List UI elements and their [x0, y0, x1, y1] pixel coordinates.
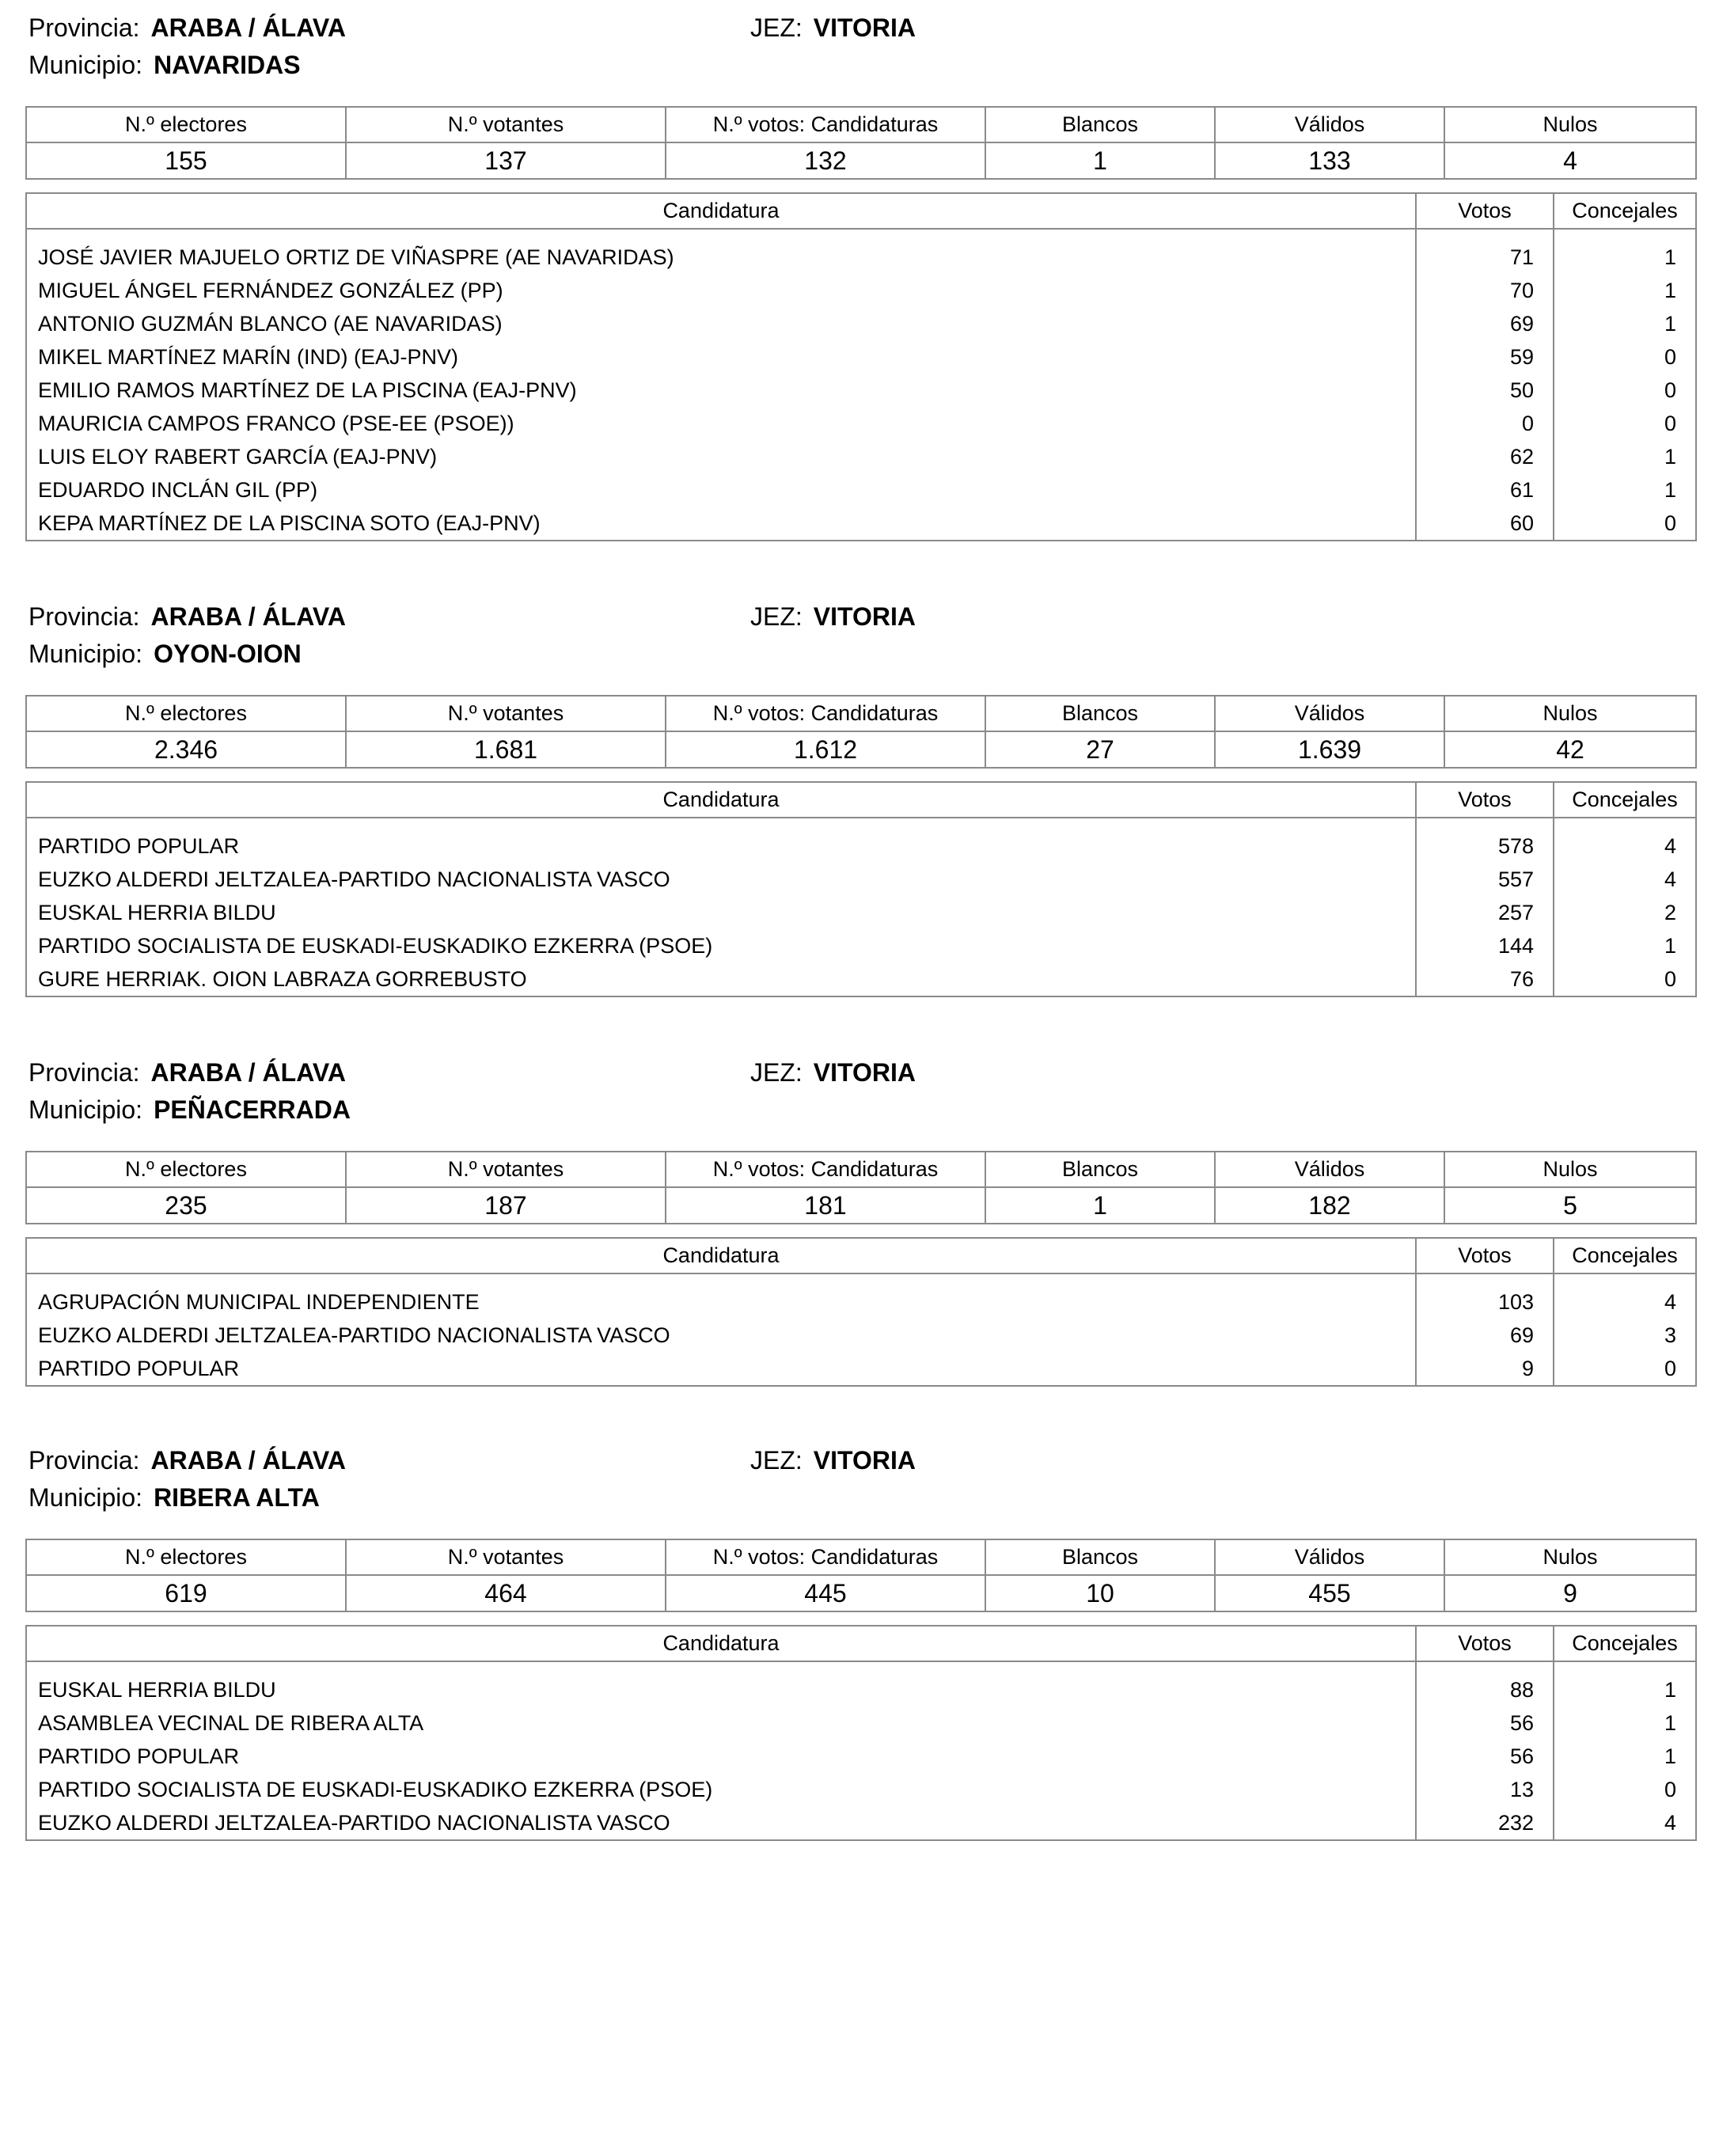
- electores-header: N.º electores: [26, 696, 346, 731]
- stats-value-row: [26, 731, 1696, 768]
- municipio-value: OYON-OION: [154, 640, 302, 668]
- municipio-line: [28, 639, 302, 669]
- stats-header-row: [26, 1152, 1696, 1187]
- votos-header: Votos: [1416, 1238, 1554, 1273]
- candidate-row: [26, 863, 1696, 896]
- candidate-name: PARTIDO POPULAR: [26, 1740, 1416, 1773]
- municipality-section: [25, 0, 1695, 541]
- provincia-line: [28, 602, 346, 632]
- votantes-value: 464: [346, 1575, 666, 1611]
- candidate-row: [26, 229, 1696, 274]
- candidate-name: KEPA MARTÍNEZ DE LA PISCINA SOTO (EAJ-PNV): [26, 507, 1416, 541]
- municipio-value: NAVARIDAS: [154, 51, 301, 79]
- stats-value-row: [26, 1187, 1696, 1224]
- candidate-votes: 69: [1416, 1319, 1554, 1352]
- jez-value: VITORIA: [813, 1446, 916, 1475]
- candidate-councillors: 0: [1554, 1352, 1696, 1386]
- validos-header: Válidos: [1215, 1152, 1444, 1187]
- municipality-section: [25, 589, 1695, 997]
- candidate-row: [26, 440, 1696, 473]
- candidate-votes: 61: [1416, 473, 1554, 507]
- jez-value: VITORIA: [813, 13, 916, 42]
- candidate-row: [26, 1661, 1696, 1706]
- candidate-councillors: 1: [1554, 440, 1696, 473]
- provincia-label: Provincia:: [28, 13, 140, 42]
- municipio-label: Municipio:: [28, 51, 143, 79]
- candidate-votes: 144: [1416, 929, 1554, 962]
- votos-candidaturas-header: N.º votos: Candidaturas: [666, 107, 985, 142]
- candidate-votes: 578: [1416, 818, 1554, 863]
- candidate-name: PARTIDO SOCIALISTA DE EUSKADI-EUSKADIKO EZKERRA (PSOE): [26, 929, 1416, 962]
- candidatura-header: Candidatura: [26, 193, 1416, 229]
- electores-value: 2.346: [26, 731, 346, 768]
- candidate-councillors: 1: [1554, 1661, 1696, 1706]
- candidate-name: EMILIO RAMOS MARTÍNEZ DE LA PISCINA (EAJ-PNV): [26, 374, 1416, 407]
- votos-candidaturas-header: N.º votos: Candidaturas: [666, 1152, 985, 1187]
- candidate-row: [26, 1706, 1696, 1740]
- stats-table: [25, 695, 1697, 769]
- candidate-name: GURE HERRIAK. OION LABRAZA GORREBUSTO: [26, 962, 1416, 996]
- candidate-row: [26, 307, 1696, 340]
- candidate-row: [26, 274, 1696, 307]
- candidates-table: [25, 192, 1697, 541]
- electores-value: 235: [26, 1187, 346, 1224]
- candidate-votes: 103: [1416, 1273, 1554, 1319]
- blancos-header: Blancos: [985, 1152, 1215, 1187]
- votos-candidaturas-value: 132: [666, 142, 985, 179]
- stats-table: [25, 106, 1697, 180]
- candidate-councillors: 3: [1554, 1319, 1696, 1352]
- validos-value: 133: [1215, 142, 1444, 179]
- candidate-row: [26, 818, 1696, 863]
- municipio-value: RIBERA ALTA: [154, 1483, 320, 1512]
- candidate-councillors: 0: [1554, 1773, 1696, 1806]
- candidate-votes: 76: [1416, 962, 1554, 996]
- candidate-row: [26, 896, 1696, 929]
- votos-candidaturas-header: N.º votos: Candidaturas: [666, 696, 985, 731]
- jez-value: VITORIA: [813, 1058, 916, 1087]
- provincia-value: ARABA / ÁLAVA: [150, 13, 346, 42]
- jez-label: JEZ:: [750, 1446, 803, 1475]
- validos-value: 1.639: [1215, 731, 1444, 768]
- candidate-row: [26, 1740, 1696, 1773]
- blancos-header: Blancos: [985, 696, 1215, 731]
- votantes-header: N.º votantes: [346, 696, 666, 731]
- candidates-header-row: [26, 1626, 1696, 1661]
- votantes-header: N.º votantes: [346, 1152, 666, 1187]
- candidate-name: EUZKO ALDERDI JELTZALEA-PARTIDO NACIONALISTA VASCO: [26, 1319, 1416, 1352]
- candidate-councillors: 4: [1554, 863, 1696, 896]
- votantes-value: 187: [346, 1187, 666, 1224]
- municipio-label: Municipio:: [28, 1095, 143, 1124]
- validos-header: Válidos: [1215, 1539, 1444, 1575]
- candidate-name: AGRUPACIÓN MUNICIPAL INDEPENDIENTE: [26, 1273, 1416, 1319]
- candidate-name: MIKEL MARTÍNEZ MARÍN (IND) (EAJ-PNV): [26, 340, 1416, 374]
- candidatura-header: Candidatura: [26, 782, 1416, 818]
- jez-value: VITORIA: [813, 602, 916, 631]
- candidate-name: PARTIDO SOCIALISTA DE EUSKADI-EUSKADIKO EZKERRA (PSOE): [26, 1773, 1416, 1806]
- nulos-header: Nulos: [1444, 1152, 1696, 1187]
- votos-header: Votos: [1416, 193, 1554, 229]
- votos-header: Votos: [1416, 782, 1554, 818]
- candidates-table: [25, 1625, 1697, 1841]
- blancos-value: 10: [985, 1575, 1215, 1611]
- blancos-header: Blancos: [985, 107, 1215, 142]
- candidatura-header: Candidatura: [26, 1238, 1416, 1273]
- candidate-name: EUSKAL HERRIA BILDU: [26, 1661, 1416, 1706]
- provincia-label: Provincia:: [28, 602, 140, 631]
- provincia-value: ARABA / ÁLAVA: [150, 1058, 346, 1087]
- candidate-votes: 50: [1416, 374, 1554, 407]
- blancos-value: 1: [985, 142, 1215, 179]
- candidate-votes: 60: [1416, 507, 1554, 541]
- nulos-header: Nulos: [1444, 107, 1696, 142]
- candidate-row: [26, 507, 1696, 541]
- concejales-header: Concejales: [1554, 782, 1696, 818]
- stats-header-row: [26, 1539, 1696, 1575]
- candidate-councillors: 4: [1554, 1806, 1696, 1840]
- candidate-row: [26, 962, 1696, 996]
- votantes-value: 1.681: [346, 731, 666, 768]
- electores-value: 619: [26, 1575, 346, 1611]
- candidate-row: [26, 407, 1696, 440]
- section-header: [25, 589, 1695, 676]
- jez-line: [750, 602, 916, 632]
- candidate-councillors: 2: [1554, 896, 1696, 929]
- provincia-line: [28, 1057, 346, 1087]
- candidate-votes: 71: [1416, 229, 1554, 274]
- section-header: [25, 1045, 1695, 1132]
- concejales-header: Concejales: [1554, 1626, 1696, 1661]
- provincia-line: [28, 13, 346, 43]
- candidate-votes: 9: [1416, 1352, 1554, 1386]
- provincia-label: Provincia:: [28, 1446, 140, 1475]
- municipio-line: [28, 1482, 320, 1513]
- blancos-value: 27: [985, 731, 1215, 768]
- votos-header: Votos: [1416, 1626, 1554, 1661]
- candidate-row: [26, 374, 1696, 407]
- stats-value-row: [26, 1575, 1696, 1611]
- candidate-votes: 56: [1416, 1740, 1554, 1773]
- candidate-councillors: 1: [1554, 307, 1696, 340]
- stats-table: [25, 1151, 1697, 1224]
- jez-line: [750, 1445, 916, 1475]
- votos-candidaturas-value: 1.612: [666, 731, 985, 768]
- municipality-section: [25, 1433, 1695, 1841]
- votantes-header: N.º votantes: [346, 1539, 666, 1575]
- electores-header: N.º electores: [26, 107, 346, 142]
- candidate-name: JOSÉ JAVIER MAJUELO ORTIZ DE VIÑASPRE (AE NAVARIDAS): [26, 229, 1416, 274]
- jez-line: [750, 13, 916, 43]
- candidate-name: EDUARDO INCLÁN GIL (PP): [26, 473, 1416, 507]
- candidate-votes: 56: [1416, 1706, 1554, 1740]
- stats-header-row: [26, 696, 1696, 731]
- candidate-councillors: 0: [1554, 340, 1696, 374]
- candidate-councillors: 4: [1554, 818, 1696, 863]
- concejales-header: Concejales: [1554, 193, 1696, 229]
- nulos-header: Nulos: [1444, 696, 1696, 731]
- candidate-name: MAURICIA CAMPOS FRANCO (PSE-EE (PSOE)): [26, 407, 1416, 440]
- candidate-name: EUZKO ALDERDI JELTZALEA-PARTIDO NACIONALISTA VASCO: [26, 1806, 1416, 1840]
- candidate-row: [26, 1273, 1696, 1319]
- jez-label: JEZ:: [750, 602, 803, 631]
- candidate-councillors: 4: [1554, 1273, 1696, 1319]
- validos-value: 455: [1215, 1575, 1444, 1611]
- candidate-row: [26, 1806, 1696, 1840]
- municipio-label: Municipio:: [28, 1483, 143, 1512]
- provincia-label: Provincia:: [28, 1058, 140, 1087]
- candidate-councillors: 0: [1554, 407, 1696, 440]
- jez-label: JEZ:: [750, 1058, 803, 1087]
- nulos-value: 4: [1444, 142, 1696, 179]
- candidate-name: ANTONIO GUZMÁN BLANCO (AE NAVARIDAS): [26, 307, 1416, 340]
- concejales-header: Concejales: [1554, 1238, 1696, 1273]
- votos-candidaturas-value: 445: [666, 1575, 985, 1611]
- candidate-row: [26, 1352, 1696, 1386]
- candidate-councillors: 1: [1554, 929, 1696, 962]
- votos-candidaturas-header: N.º votos: Candidaturas: [666, 1539, 985, 1575]
- blancos-value: 1: [985, 1187, 1215, 1224]
- votantes-header: N.º votantes: [346, 107, 666, 142]
- stats-table: [25, 1539, 1697, 1612]
- stats-header-row: [26, 107, 1696, 142]
- municipality-section: [25, 1045, 1695, 1387]
- candidate-votes: 59: [1416, 340, 1554, 374]
- candidate-row: [26, 473, 1696, 507]
- candidate-name: MIGUEL ÁNGEL FERNÁNDEZ GONZÁLEZ (PP): [26, 274, 1416, 307]
- municipio-value: PEÑACERRADA: [154, 1095, 351, 1124]
- electores-header: N.º electores: [26, 1152, 346, 1187]
- nulos-header: Nulos: [1444, 1539, 1696, 1575]
- candidate-name: PARTIDO POPULAR: [26, 1352, 1416, 1386]
- candidate-votes: 557: [1416, 863, 1554, 896]
- candidate-name: LUIS ELOY RABERT GARCÍA (EAJ-PNV): [26, 440, 1416, 473]
- electores-header: N.º electores: [26, 1539, 346, 1575]
- candidate-votes: 62: [1416, 440, 1554, 473]
- validos-header: Válidos: [1215, 696, 1444, 731]
- candidates-header-row: [26, 782, 1696, 818]
- jez-line: [750, 1057, 916, 1087]
- votantes-value: 137: [346, 142, 666, 179]
- validos-value: 182: [1215, 1187, 1444, 1224]
- candidate-votes: 257: [1416, 896, 1554, 929]
- candidate-row: [26, 1319, 1696, 1352]
- municipio-line: [28, 50, 301, 80]
- validos-header: Válidos: [1215, 107, 1444, 142]
- candidate-councillors: 1: [1554, 473, 1696, 507]
- candidate-councillors: 0: [1554, 374, 1696, 407]
- candidate-votes: 13: [1416, 1773, 1554, 1806]
- candidate-name: ASAMBLEA VECINAL DE RIBERA ALTA: [26, 1706, 1416, 1740]
- candidates-header-row: [26, 1238, 1696, 1273]
- provincia-line: [28, 1445, 346, 1475]
- candidate-votes: 88: [1416, 1661, 1554, 1706]
- candidates-table: [25, 1237, 1697, 1387]
- candidate-votes: 70: [1416, 274, 1554, 307]
- candidate-name: PARTIDO POPULAR: [26, 818, 1416, 863]
- candidate-councillors: 0: [1554, 507, 1696, 541]
- nulos-value: 9: [1444, 1575, 1696, 1611]
- section-header: [25, 1433, 1695, 1520]
- candidates-table: [25, 781, 1697, 997]
- candidate-councillors: 1: [1554, 1740, 1696, 1773]
- candidate-row: [26, 340, 1696, 374]
- candidate-votes: 232: [1416, 1806, 1554, 1840]
- candidatura-header: Candidatura: [26, 1626, 1416, 1661]
- section-header: [25, 0, 1695, 87]
- candidate-votes: 69: [1416, 307, 1554, 340]
- nulos-value: 5: [1444, 1187, 1696, 1224]
- municipio-line: [28, 1095, 351, 1125]
- candidate-councillors: 1: [1554, 1706, 1696, 1740]
- candidate-councillors: 0: [1554, 962, 1696, 996]
- candidate-councillors: 1: [1554, 274, 1696, 307]
- candidate-name: EUSKAL HERRIA BILDU: [26, 896, 1416, 929]
- candidate-name: EUZKO ALDERDI JELTZALEA-PARTIDO NACIONALISTA VASCO: [26, 863, 1416, 896]
- municipio-label: Municipio:: [28, 640, 143, 668]
- nulos-value: 42: [1444, 731, 1696, 768]
- stats-value-row: [26, 142, 1696, 179]
- candidate-votes: 0: [1416, 407, 1554, 440]
- blancos-header: Blancos: [985, 1539, 1215, 1575]
- provincia-value: ARABA / ÁLAVA: [150, 1446, 346, 1475]
- candidate-councillors: 1: [1554, 229, 1696, 274]
- votos-candidaturas-value: 181: [666, 1187, 985, 1224]
- electores-value: 155: [26, 142, 346, 179]
- candidates-header-row: [26, 193, 1696, 229]
- candidate-row: [26, 929, 1696, 962]
- candidate-row: [26, 1773, 1696, 1806]
- jez-label: JEZ:: [750, 13, 803, 42]
- provincia-value: ARABA / ÁLAVA: [150, 602, 346, 631]
